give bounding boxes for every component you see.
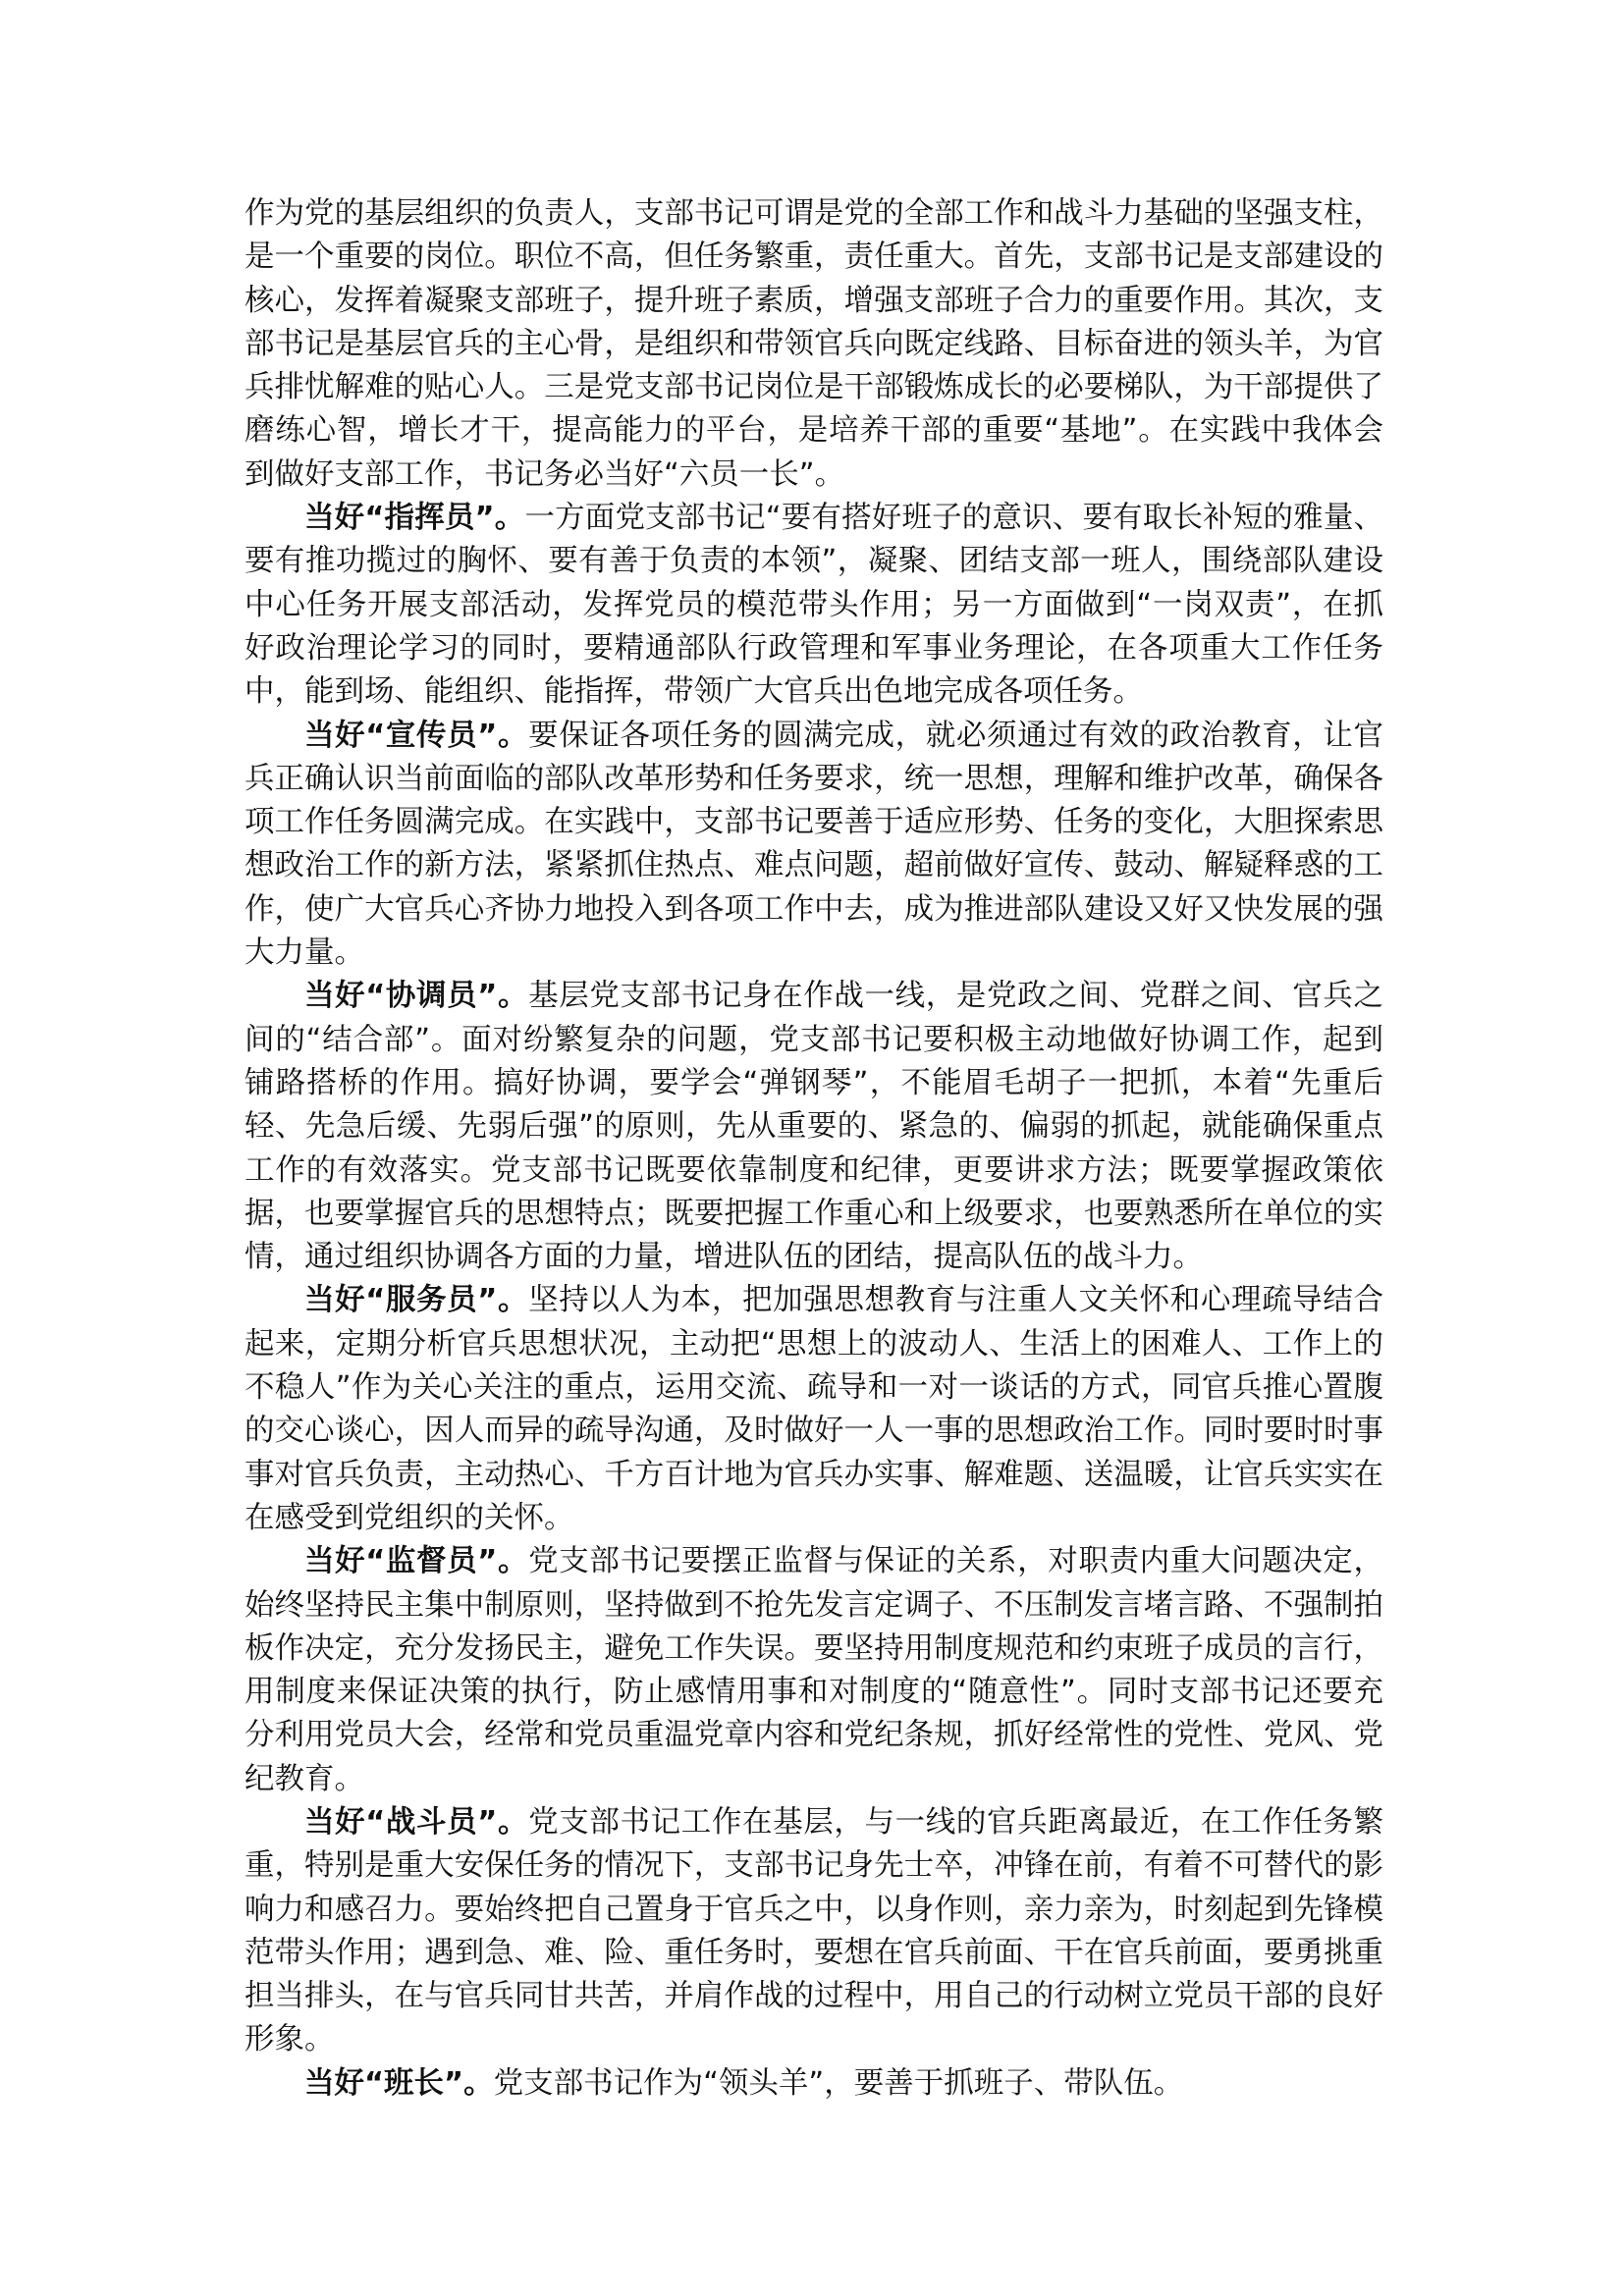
document-page xyxy=(244,192,1383,2106)
section-heading: 当好“协调员”。 xyxy=(304,979,529,1014)
section-paragraph-servant xyxy=(244,1279,1383,1540)
section-heading: 当好“宣传员”。 xyxy=(304,718,529,753)
intro-paragraph: 作为党的基层组织的负责人，支部书记可谓是党的全部工作和战斗力基础的坚强支柱，是一个重要的岗位。职位不高，但任务繁重，责任重大。首先，支部书记是支部建设的核心，发挥着凝聚支部班子，提升班子素质，增强支部班子合力的重要作用。其次，支部书记是基层官兵的主心骨，是组织和带领官兵向既定线路、目标奋进的领头羊，为官兵排忧解难的贴心人。三是党支部书记岗位是干部锻炼成长的必要梯队，为干部提供了磨练心智，增长才干，提高能力的平台，是培养干部的重要“基地”。在实践中我体会到做好支部工作，书记务必当好“六员一长”。 xyxy=(244,196,1383,492)
section-body: 党支部书记工作在基层，与一线的官兵距离最近，在工作任务繁重，特别是重大安保任务的情况下，支部书记身先士卒，冲锋在前，有着不可替代的影响力和感召力。要始终把自己置身于官兵之中，以身作则，亲力亲为，时刻起到先锋模范带头作用；遇到急、难、险、重任务时，要想在官兵前面、干在官兵前面，要勇挑重担当排头，在与官兵同甘共苦，并肩作战的过程中，用自己的行动树立党员干部的良好形象。 xyxy=(244,1804,1384,2057)
section-heading: 当好“指挥员”。 xyxy=(304,501,525,536)
section-body: 一方面党支部书记“要有搭好班子的意识、要有取长补短的雅量、要有推功揽过的胸怀、要有善于负责的本领”，凝聚、团结支部一班人，围绕部队建设中心任务开展支部活动，发挥党员的模范带头作用；另一方面做到“一岗双责”，在抓好政治理论学习的同时，要精通部队行政管理和军事业务理论，在各项重大工作任务中，能到场、能组织、能指挥，带领广大官兵出色地完成各项任务。 xyxy=(244,501,1383,710)
section-heading: 当好“班长”。 xyxy=(304,2065,494,2101)
section-heading: 当好“战斗员”。 xyxy=(304,1804,529,1840)
section-body: 要保证各项任务的圆满完成，就必须通过有效的政治教育，让官兵正确认识当前面临的部队改革形势和任务要求，统一思想，理解和维护改革，确保各项工作任务圆满完成。在实践中，支部书记要善于适应形势、任务的变化，大胆探索思想政治工作的新方法，紧紧抓住热点、难点问题，超前做好宣传、鼓动、解疑释惑的工作，使广大官兵心齐协力地投入到各项工作中去，成为推进部队建设又好又快发展的强大力量。 xyxy=(244,718,1384,971)
section-body: 基层党支部书记身在作战一线，是党政之间、党群之间、官兵之间的“结合部”。面对纷繁复杂的问题，党支部书记要积极主动地做好协调工作，起到铺路搭桥的作用。搞好协调，要学会“弹钢琴”，不能眉毛胡子一把抓，本着“先重后轻、先急后缓、先弱后强”的原则，先从重要的、紧急的、偏弱的抓起，就能确保重点工作的有效落实。党支部书记既要依靠制度和纪律，更要讲求方法；既要掌握政策依据，也要掌握官兵的思想特点；既要把握工作重心和上级要求，也要熟悉所在单位的实情，通过组织协调各方面的力量，增进队伍的团结，提高队伍的战斗力。 xyxy=(244,979,1384,1275)
section-paragraph-commander xyxy=(244,497,1383,714)
section-paragraph-coordinator xyxy=(244,975,1383,1279)
section-paragraph-propagandist xyxy=(244,715,1383,976)
section-paragraph-supervisor xyxy=(244,1540,1383,1801)
section-body: 党支部书记要摆正监督与保证的关系，对职责内重大问题决定，始终坚持民主集中制原则，坚持做到不抢先发言定调子、不压制发言堵言路、不强制拍板作决定，充分发扬民主，避免工作失误。要坚持用制度规范和约束班子成员的言行，用制度来保证决策的执行，防止感情用事和对制度的“随意性”。同时支部书记还要充分利用党员大会，经常和党员重温党章内容和党纪条规，抓好经常性的党性、党风、党纪教育。 xyxy=(244,1544,1384,1796)
section-body: 坚持以人为本，把加强思想教育与注重人文关怀和心理疏导结合起来，定期分析官兵思想状况，主动把“思想上的波动人、生活上的困难人、工作上的不稳人”作为关心关注的重点，运用交流、疏导和一对一谈话的方式，同官兵推心置腹的交心谈心，因人而异的疏导沟通，及时做好一人一事的思想政治工作。同时要时时事事对官兵负责，主动热心、千方百计地为官兵办实事、解难题、送温暖，让官兵实实在在感受到党组织的关怀。 xyxy=(244,1283,1384,1535)
section-paragraph-squad-leader xyxy=(244,2062,1383,2106)
section-paragraph-fighter xyxy=(244,1801,1383,2062)
section-heading: 当好“监督员”。 xyxy=(304,1544,529,1579)
section-body: 党支部书记作为“领头羊”，要善于抓班子、带队伍。 xyxy=(493,2065,1184,2101)
section-heading: 当好“服务员”。 xyxy=(304,1283,529,1318)
